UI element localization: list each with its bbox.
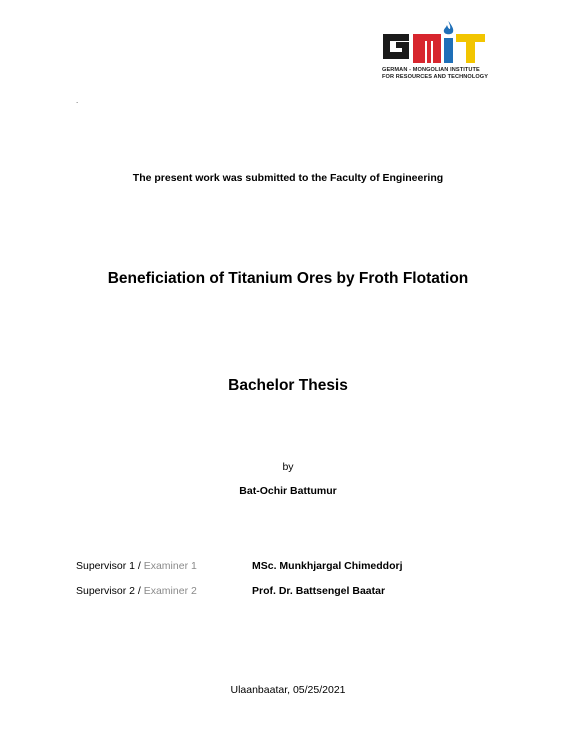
supervisor-label: Supervisor 1 [76, 560, 135, 572]
supervisor-row-1 [76, 560, 536, 574]
logo-line-1: GERMAN - MONGOLIAN INSTITUTE [382, 67, 480, 73]
thesis-type: Bachelor Thesis [228, 377, 348, 394]
supervisor-name-1: MSc. Munkhjargal Chimeddorj [252, 560, 403, 572]
place-and-date: Ulaanbaatar, 05/25/2021 [230, 684, 346, 696]
supervisor-label: Supervisor 2 [76, 585, 135, 597]
supervisor-role-1 [76, 560, 197, 572]
examiner-label: Examiner 2 [143, 585, 197, 597]
gmit-logo-icon [381, 20, 491, 66]
supervisor-role-2 [76, 585, 197, 597]
role-separator: / [134, 560, 144, 572]
by-label: by [282, 461, 294, 473]
role-separator: / [134, 585, 144, 597]
supervisor-row-2 [76, 585, 536, 599]
submission-statement: The present work was submitted to the Faculty of Engineering [132, 172, 444, 184]
stray-mark: . [76, 96, 79, 105]
thesis-title: Beneficiation of Titanium Ores by Froth Flotation [107, 270, 469, 287]
author-name: Bat-Ochir Battumur [239, 485, 337, 497]
logo-line-2: FOR RESOURCES AND TECHNOLOGY [382, 73, 489, 80]
examiner-label: Examiner 1 [143, 560, 197, 572]
gmit-logo [381, 20, 491, 86]
supervisor-name-2: Prof. Dr. Battsengel Baatar [252, 585, 386, 597]
